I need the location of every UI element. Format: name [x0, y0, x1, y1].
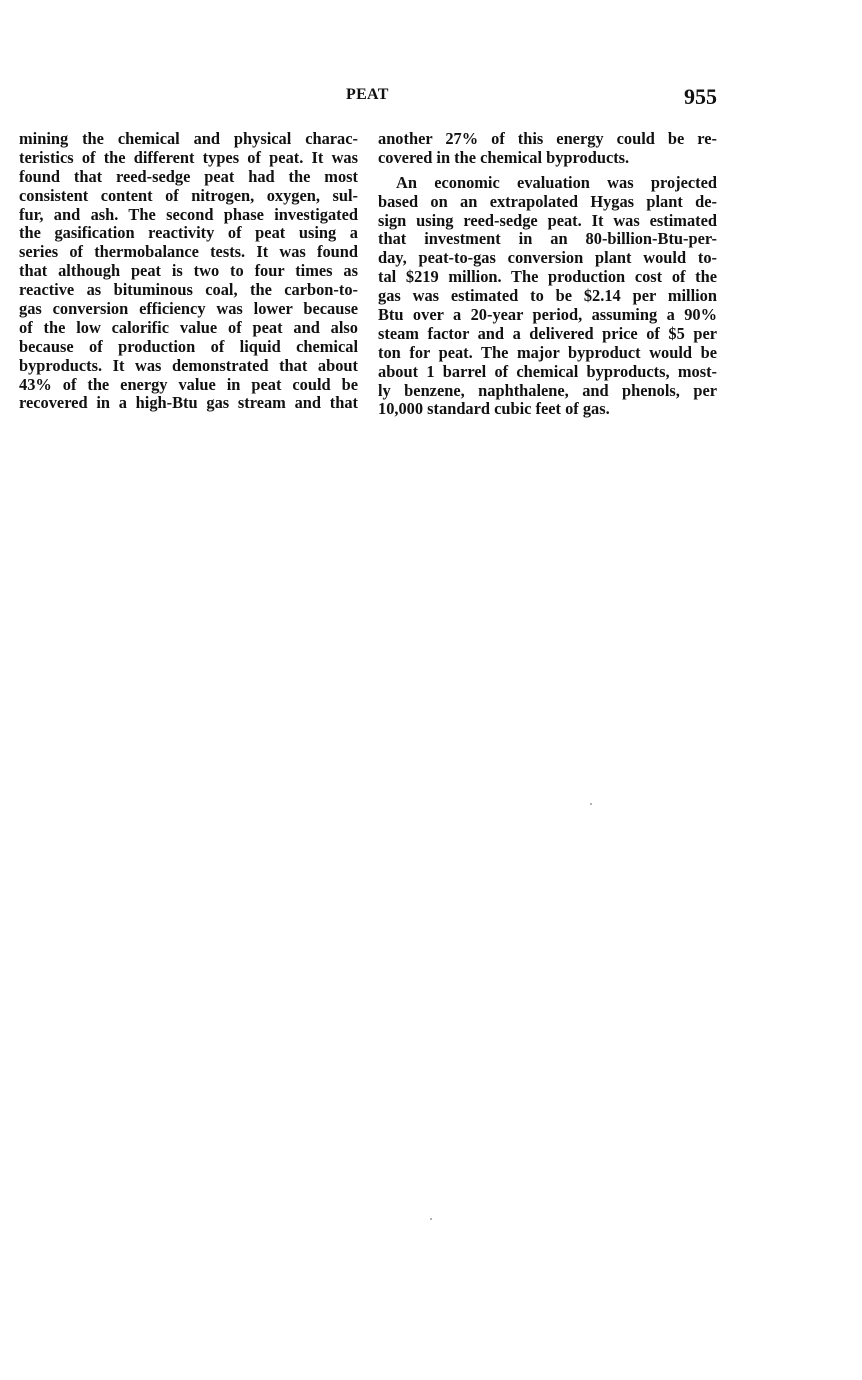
body-text-line: sign using reed-sedge peat. It was estimated [378, 210, 717, 230]
running-head: PEAT [346, 86, 389, 103]
body-text-line: An economic evaluation was projected [396, 172, 717, 192]
paragraph-economic-evaluation [378, 174, 717, 420]
scan-speck [430, 1218, 432, 1220]
body-text-line: ton for peat. The major byproduct would be [378, 342, 717, 362]
body-text-line: the gasification reactivity of peat using a [19, 223, 358, 243]
body-text-line: about 1 barrel of chemical byproducts, most- [378, 361, 717, 381]
body-text-line: reactive as bituminous coal, the carbon-to- [19, 280, 358, 300]
body-text-line: that although peat is two to four times as [19, 261, 358, 281]
body-text-line: day, peat-to-gas conversion plant would to- [378, 248, 717, 268]
left-column [19, 130, 358, 413]
body-text-line: of the low calorific value of peat and also [19, 317, 358, 337]
body-text-line: byproducts. It was demonstrated that about [19, 355, 358, 375]
body-text-line: teristics of the different types of peat. It was [19, 147, 358, 167]
body-text-line: 10,000 standard cubic feet of gas. [378, 399, 610, 419]
body-text-line: another 27% of this energy could be re- [378, 129, 717, 148]
body-text-line: gas conversion efficiency was lower because [19, 299, 358, 319]
body-text-line: steam factor and a delivered price of $5 per [378, 323, 717, 343]
body-text-line: 43% of the energy value in peat could be [19, 374, 358, 394]
body-text-line: fur, and ash. The second phase investigated [19, 204, 358, 224]
scan-speck [590, 803, 592, 805]
body-text-line: Btu over a 20-year period, assuming a 90% [378, 305, 717, 325]
body-text-line: based on an extrapolated Hygas plant de- [378, 191, 717, 211]
body-text-line: covered in the chemical byproducts. [378, 147, 630, 167]
body-text-line: recovered in a high-Btu gas stream and that [19, 393, 358, 413]
body-text-line: gas was estimated to be $2.14 per million [378, 286, 717, 306]
body-text-line: ly benzene, naphthalene, and phenols, per [378, 380, 717, 400]
body-text-line: consistent content of nitrogen, oxygen, sul- [19, 185, 358, 205]
right-column [378, 130, 717, 419]
body-text-line: that investment in an 80-billion-Btu-per- [378, 229, 717, 249]
page-number: 955 [684, 84, 717, 109]
body-text-line: mining the chemical and physical charac- [19, 129, 358, 148]
body-text-line: series of thermobalance tests. It was found [19, 242, 358, 262]
body-text-line: because of production of liquid chemical [19, 336, 358, 356]
paragraph-byproducts [378, 130, 717, 168]
body-text-line: found that reed-sedge peat had the most [19, 166, 358, 186]
body-text-line: tal $219 million. The production cost of the [378, 267, 717, 287]
